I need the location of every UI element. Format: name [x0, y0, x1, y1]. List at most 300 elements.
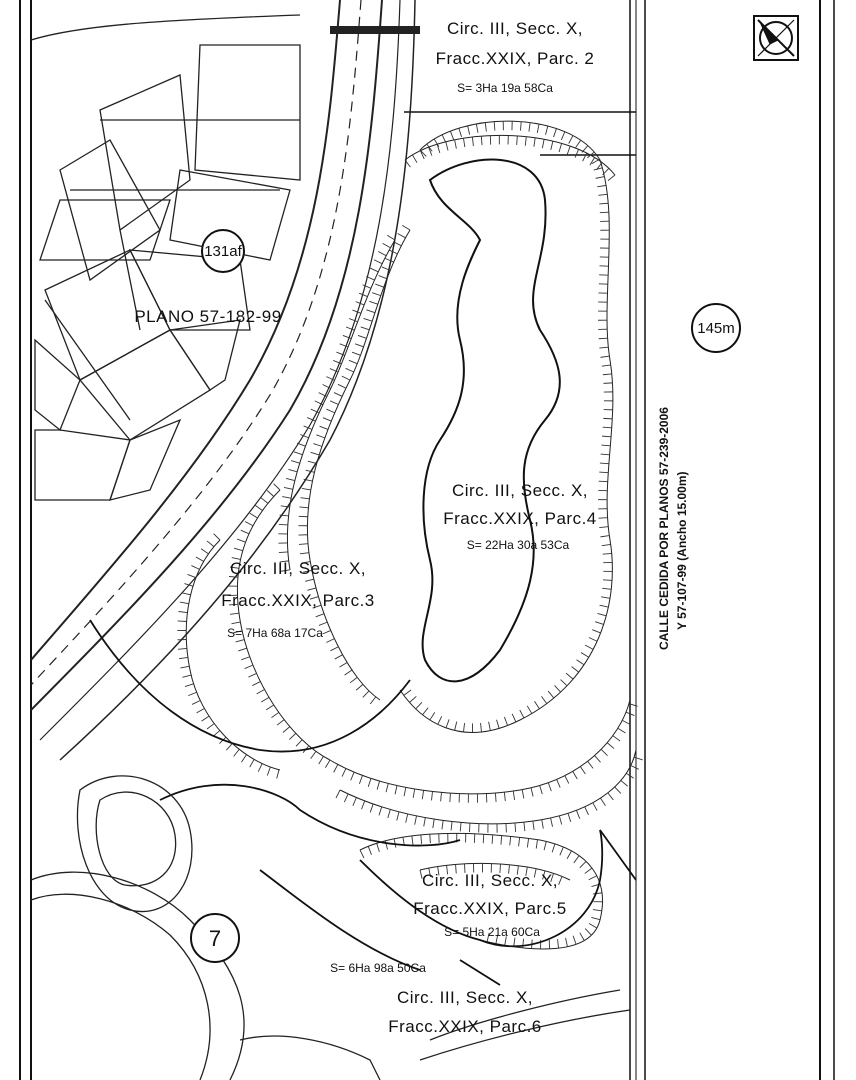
lot-tick [415, 816, 417, 825]
lot-tick [202, 716, 210, 721]
lot-tick [554, 685, 560, 692]
svg-text:PLANO 57-182-99: PLANO 57-182-99 [134, 307, 282, 326]
lot-tick [319, 756, 324, 764]
lot-tick [559, 876, 562, 884]
lot-tick [524, 822, 525, 831]
lot-tick [576, 810, 579, 818]
lot-tick [595, 622, 604, 625]
svg-text:Circ. III, Secc. X,: Circ. III, Secc. X, [421, 871, 559, 890]
lot-tick [385, 258, 393, 262]
svg-text:Circ. III, Secc. X,: Circ. III, Secc. X, [446, 19, 584, 38]
lot-tick [378, 276, 386, 279]
lot-tick [237, 539, 245, 542]
lot-tick [361, 327, 370, 330]
lot-tick [599, 338, 608, 339]
lot-tick [413, 789, 414, 798]
lot-tick [585, 807, 589, 815]
lot-tick [512, 714, 516, 722]
lot-tick [207, 724, 214, 729]
lot-tick [234, 548, 243, 550]
lot-tick [182, 593, 191, 595]
lot-tick [307, 588, 316, 590]
lot-tick [561, 680, 567, 686]
lot-tick [567, 146, 570, 154]
lot-tick [255, 505, 262, 510]
lot-tick [311, 751, 316, 758]
map-frame [20, 0, 834, 1080]
lot-tick [421, 835, 422, 844]
svg-text:Circ. III, Secc. X,: Circ. III, Secc. X, [229, 559, 367, 578]
lot-tick [542, 820, 544, 829]
lot-tick [601, 445, 610, 446]
lot-tick [299, 544, 308, 545]
lot-tick [431, 791, 432, 800]
lot-tick [291, 461, 300, 464]
lot-tick [345, 670, 352, 675]
lot-tick [266, 705, 274, 710]
lot-tick [188, 574, 196, 577]
lot-tick [442, 820, 443, 829]
lot-tick [387, 235, 395, 240]
lot-tick [590, 157, 595, 165]
lot-tick [601, 597, 610, 598]
lot-tick [402, 225, 410, 230]
lot-tick [575, 149, 579, 157]
lot-tick [536, 840, 537, 849]
lot-tick [438, 716, 442, 724]
lot-tick [430, 834, 431, 843]
lot-tick [585, 645, 593, 649]
lot-tick [335, 655, 343, 659]
lot-tick [305, 579, 314, 581]
lot-tick [416, 702, 422, 708]
lot-tick [363, 691, 369, 697]
lot-tick [527, 838, 528, 847]
svg-text:Y 57-107-99 (Ancho 15.00m): Y 57-107-99 (Ancho 15.00m) [675, 471, 689, 630]
lot-tick [613, 736, 620, 741]
lot-tick [593, 803, 597, 811]
lot-tick [234, 749, 240, 756]
svg-text:131af: 131af [204, 243, 242, 260]
lot-tick [346, 368, 354, 372]
lot-tick [603, 553, 612, 554]
lot-tick [323, 418, 331, 421]
lot-tick [350, 677, 357, 682]
lot-tick [342, 768, 346, 776]
lot-tick [245, 522, 253, 526]
lot-tick [603, 427, 612, 428]
lot-tick [370, 268, 378, 272]
lot-tick [621, 780, 628, 786]
lot-tick [520, 122, 521, 131]
lot-tick [231, 622, 240, 624]
lot-tick [386, 783, 388, 792]
lot-tick [441, 792, 442, 801]
lot-tick [261, 498, 268, 504]
svg-text:S= 6Ha 98a 50Ca: S= 6Ha 98a 50Ca [330, 961, 426, 975]
lot-tick [352, 352, 360, 355]
lot-tick [589, 638, 597, 642]
lot-tick [481, 723, 482, 732]
lot-tick [533, 821, 534, 830]
lot-tick [250, 513, 258, 518]
lot-tick [601, 749, 607, 755]
lot-tick [446, 142, 448, 151]
lot-tick [359, 775, 362, 783]
lot-tick [596, 177, 605, 179]
lot-tick [226, 743, 232, 750]
lot-tick [277, 720, 284, 726]
lot-tick [338, 384, 346, 388]
lot-tick [366, 310, 375, 313]
lot-tick [394, 839, 396, 848]
svg-text:CALLE CEDIDA POR PLANOS 57-239: CALLE CEDIDA POR PLANOS 57-239-2006 [657, 407, 671, 650]
lot-tick [531, 788, 533, 797]
lot-tick [581, 653, 589, 658]
lot-tick [377, 843, 380, 852]
lot-tick [326, 409, 334, 413]
lot-tick [599, 518, 608, 519]
lot-tick [300, 498, 309, 499]
plano-label [134, 307, 281, 326]
parcel-boundaries [90, 620, 636, 985]
lot-tick [599, 203, 608, 204]
lot-tick [599, 347, 608, 348]
lot-tick [459, 128, 462, 137]
lot-tick [196, 557, 204, 561]
lot-tick [180, 666, 189, 668]
lot-tick [412, 155, 417, 163]
lot-tick [311, 452, 320, 455]
lot-tick [607, 743, 614, 749]
lot-tick [560, 847, 564, 855]
lot-tick [398, 233, 406, 237]
lot-tick [261, 697, 269, 702]
lot-tick [245, 665, 253, 668]
lot-tick [520, 710, 524, 718]
circle-label-7 [191, 914, 239, 962]
lot-tick [574, 856, 579, 863]
lot-tick [188, 692, 196, 695]
lot-tick [602, 544, 611, 545]
lot-tick [201, 549, 208, 554]
svg-text:7: 7 [208, 926, 222, 951]
lot-tick [316, 614, 324, 617]
lot-tick [192, 700, 200, 704]
lot-tick [602, 588, 611, 589]
lot-tick [618, 728, 626, 733]
lot-tick [455, 140, 457, 149]
lot-tick [355, 344, 363, 347]
lot-tick [460, 822, 461, 831]
lot-tick [178, 621, 187, 622]
lot-tick [589, 876, 597, 880]
lot-tick [356, 684, 363, 690]
lot-tick [352, 310, 360, 313]
lot-tick [537, 124, 539, 133]
lot-tick [326, 639, 334, 643]
lot-tick [325, 760, 330, 768]
lot-tick [302, 488, 311, 490]
lot-tick [573, 771, 578, 779]
lot-tick [344, 794, 348, 802]
lot-tick [271, 712, 278, 717]
lot-tick [434, 139, 439, 147]
lot-tick [370, 697, 376, 704]
street-label [657, 407, 689, 650]
lot-tick [313, 444, 322, 447]
lot-tick [602, 436, 611, 437]
lot-tick [334, 764, 338, 772]
lot-tick [608, 175, 615, 181]
lot-tick [358, 335, 367, 338]
lot-tick [267, 767, 270, 775]
lot-tick [595, 756, 601, 763]
lot-tick [504, 717, 507, 725]
lot-tick [580, 933, 584, 941]
lot-tick [308, 461, 317, 463]
lot-tick [294, 452, 303, 455]
lot-tick [554, 129, 557, 138]
lot-tick [360, 850, 364, 858]
lot-tick [299, 507, 308, 508]
lot-tick [585, 868, 592, 873]
lot-tick [569, 136, 573, 144]
svg-text:Circ. III, Secc. X,: Circ. III, Secc. X, [451, 481, 589, 500]
lot-tick [529, 123, 530, 132]
lot-tick [551, 818, 553, 827]
lot-tick [557, 779, 561, 787]
lot-tick [548, 691, 554, 698]
lot-tick [250, 759, 254, 767]
lot-tick [510, 836, 511, 845]
svg-text:145m: 145m [697, 320, 735, 337]
lot-tick [180, 602, 189, 604]
lot-tick [388, 809, 390, 818]
lot-tick [182, 675, 191, 677]
lot-tick [214, 534, 220, 540]
lot-tick [577, 660, 584, 665]
lot-tick [576, 140, 581, 147]
lot-tick [279, 524, 288, 525]
lot-tick [515, 823, 516, 832]
lot-tick [353, 797, 356, 805]
lot-tick [257, 690, 265, 694]
lot-tick [599, 472, 608, 473]
lot-tick [207, 541, 214, 547]
lot-tick [472, 137, 473, 146]
lot-tick [566, 673, 573, 679]
lot-tick [567, 851, 571, 859]
lot-tick [334, 393, 342, 397]
lot-tick [319, 622, 327, 625]
lot-tick [286, 478, 295, 480]
lot-tick [494, 122, 495, 131]
lot-tick [566, 938, 568, 947]
lot-tick [572, 667, 579, 672]
svg-text:Fracc.XXIX, Parc.6: Fracc.XXIX, Parc.6 [388, 1017, 542, 1036]
lot-tick [561, 132, 565, 140]
lot-tick [277, 770, 279, 779]
lot-tick [591, 917, 600, 919]
lot-tick [364, 318, 373, 321]
left-lot-grid [31, 15, 300, 500]
parcel-6-label [330, 961, 542, 1036]
lot-tick [442, 135, 446, 143]
lot-tick [349, 360, 357, 363]
lot-tick [363, 285, 371, 289]
svg-text:Circ. III, Secc. X,: Circ. III, Secc. X, [396, 988, 534, 1007]
lot-tick [339, 662, 347, 667]
lot-tick [517, 136, 518, 145]
svg-text:S= 7Ha 68a 17Ca: S= 7Ha 68a 17Ca [227, 626, 323, 640]
lot-tick [634, 757, 643, 760]
lot-tick-marks [177, 121, 642, 949]
lot-tick [559, 143, 562, 152]
lot-tick [316, 435, 324, 438]
parcel-3-label [221, 559, 375, 640]
lake-outline [423, 160, 560, 682]
lot-tick [296, 740, 302, 747]
lot-tick [514, 938, 515, 947]
lot-tick [424, 818, 426, 827]
lot-tick [372, 293, 380, 296]
lot-tick [241, 530, 249, 534]
svg-text:Fracc.XXIX, Parc.3: Fracc.XXIX, Parc.3 [221, 591, 375, 610]
lot-tick [546, 126, 548, 135]
lot-tick [404, 690, 411, 695]
lot-tick [519, 837, 520, 846]
lot-tick [404, 787, 406, 796]
lot-tick [274, 484, 280, 490]
lot-tick [469, 823, 470, 832]
lot-tick [178, 648, 187, 649]
lot-tick [395, 785, 397, 794]
lot-tick [375, 284, 383, 287]
lot-tick [481, 136, 482, 145]
lot-tick [330, 401, 338, 405]
lot-tick [252, 682, 260, 686]
lot-tick [282, 497, 291, 499]
lot-tick [423, 708, 429, 715]
lot-tick [601, 454, 610, 455]
lot-tick [368, 778, 371, 787]
lot-tick [279, 552, 288, 553]
lot-tick [179, 611, 188, 612]
lot-tick [525, 137, 526, 146]
lot-tick [238, 648, 247, 651]
lot-tick [552, 844, 555, 853]
lot-tick [522, 790, 524, 799]
lot-tick [451, 822, 452, 831]
lot-tick [544, 841, 546, 850]
lot-tick [230, 613, 239, 614]
lot-tick [592, 630, 600, 633]
lot-tick [504, 792, 505, 801]
lot-tick [527, 706, 532, 714]
lot-tick [446, 719, 449, 727]
lot-tick [288, 469, 297, 471]
lot-tick [455, 722, 457, 731]
lot-tick [559, 816, 561, 825]
lot-tick [600, 605, 609, 607]
lot-tick [540, 785, 543, 794]
lot-tick [464, 723, 465, 732]
circle-label-131 [202, 230, 244, 272]
lot-tick [602, 365, 611, 366]
lot-tick [492, 835, 493, 844]
lot-tick [485, 123, 486, 132]
lot-tick [495, 793, 496, 802]
lot-tick [542, 139, 544, 148]
svg-text:Fracc.XXIX, Parc.5: Fracc.XXIX, Parc.5 [413, 899, 567, 918]
lot-tick [593, 893, 602, 894]
lot-tick [320, 426, 328, 429]
lot-tick [468, 126, 470, 135]
lot-tick [197, 708, 205, 712]
lot-tick [631, 765, 639, 769]
lot-tick [406, 814, 408, 823]
lot-tick [558, 939, 559, 948]
lot-tick [534, 138, 535, 147]
north-arrow-icon [754, 16, 798, 60]
lot-tick [580, 861, 586, 867]
lot-tick [369, 301, 378, 304]
lot-tick [580, 767, 585, 774]
lot-tick [179, 657, 188, 658]
lot-tick [397, 812, 399, 821]
lot-tick [267, 490, 274, 496]
lot-tick [541, 696, 546, 703]
lot-tick [599, 527, 608, 528]
svg-text:S= 22Ha 30a 53Ca: S= 22Ha 30a 53Ca [466, 538, 570, 552]
lot-tick [342, 376, 350, 380]
lot-tick [450, 131, 453, 139]
lot-tick [600, 798, 605, 806]
lot-tick [284, 487, 293, 489]
lot-tick [322, 630, 330, 634]
lot-tick [191, 566, 199, 570]
lot-tick [336, 790, 340, 798]
lot-tick [450, 793, 451, 802]
lot-tick [585, 929, 591, 936]
lot-tick [513, 791, 514, 800]
lot-tick [598, 194, 607, 195]
lot-tick [379, 807, 382, 816]
lot-tick [608, 793, 614, 800]
lot-tick [600, 536, 609, 537]
lot-tick [588, 761, 594, 768]
lot-tick [603, 580, 612, 581]
lot-tick [551, 141, 553, 150]
lot-tick [600, 356, 609, 357]
svg-text:S= 5Ha 21a 60Ca: S= 5Ha 21a 60Ca [444, 925, 540, 939]
lot-tick [377, 781, 380, 790]
lot-tick [422, 790, 423, 799]
lot-tick [497, 720, 500, 729]
lot-tick [483, 834, 484, 843]
lot-tick [568, 813, 571, 822]
lot-tick [582, 146, 588, 153]
lot-tick [374, 260, 382, 264]
lot-tick [258, 764, 262, 772]
lot-tick [597, 185, 606, 186]
svg-text:S= 3Ha 19a 58Ca: S= 3Ha 19a 58Ca [457, 81, 553, 95]
lot-tick [476, 124, 478, 133]
parcel-2-label [436, 19, 595, 95]
lot-tick [330, 647, 338, 651]
lot-tick [351, 772, 354, 780]
